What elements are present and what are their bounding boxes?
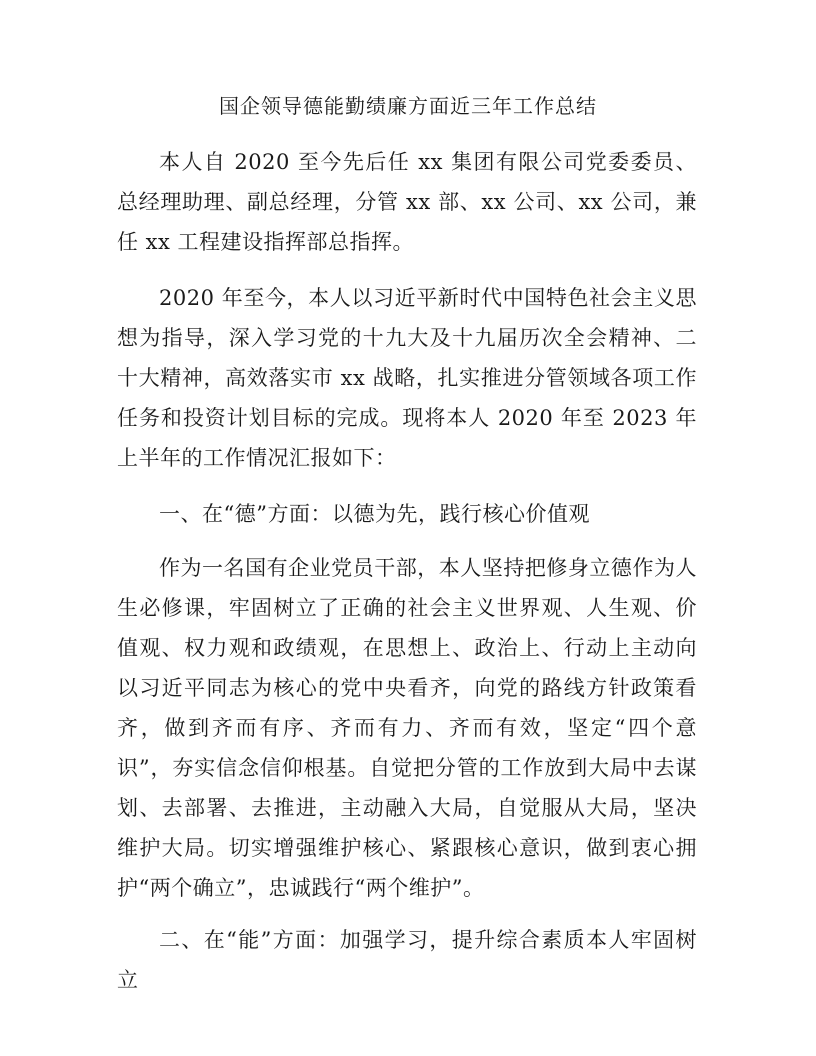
- document-title: 国企领导德能勤绩廉方面近三年工作总结: [219, 94, 597, 118]
- paragraph-de: 作为一名国有企业党员干部，本人坚持把修身立德作为人生必修课，牢固树立了正确的社会主义世界观、人生观、价值观、权力观和政绩观，在思想上、政治上、行动上主动向以习近平同志为核心的党中央看齐，向党的路线方针政策看齐，做到齐而有序、齐而有力、齐而有效，坚定“四个意识”，夯实信念信仰根基。自觉把分管的工作放到大局中去谋划、去部署、去推进，主动融入大局，自觉服从大局，坚决维护大局。切实增强维护核心、紧跟核心意识，做到衷心拥护“两个确立”，忠诚践行“两个维护”。: [117, 556, 697, 900]
- section-heading-de: 一、在“德”方面：以德为先，践行核心价值观: [159, 502, 590, 526]
- paragraph-overview: 2020 年至今，本人以习近平新时代中国特色社会主义思想为指导，深入学习党的十九大及十九届历次全会精神、二十大精神，高效落实市 xx 战略，扎实推进分管领域各项工作任务和投资计划目标的完成。现将本人 2020 年至 2023 年上半年的工作情况汇报如下：: [117, 286, 697, 470]
- section-heading-neng: 二、在“能”方面：加强学习，提升综合素质本人牢固树立: [117, 928, 697, 992]
- document-body: [117, 142, 697, 1016]
- paragraph-intro: 本人自 2020 至今先后任 xx 集团有限公司党委委员、总经理助理、副总经理，分管 xx 部、xx 公司、xx 公司，兼任 xx 工程建设指挥部总指挥。: [117, 150, 697, 254]
